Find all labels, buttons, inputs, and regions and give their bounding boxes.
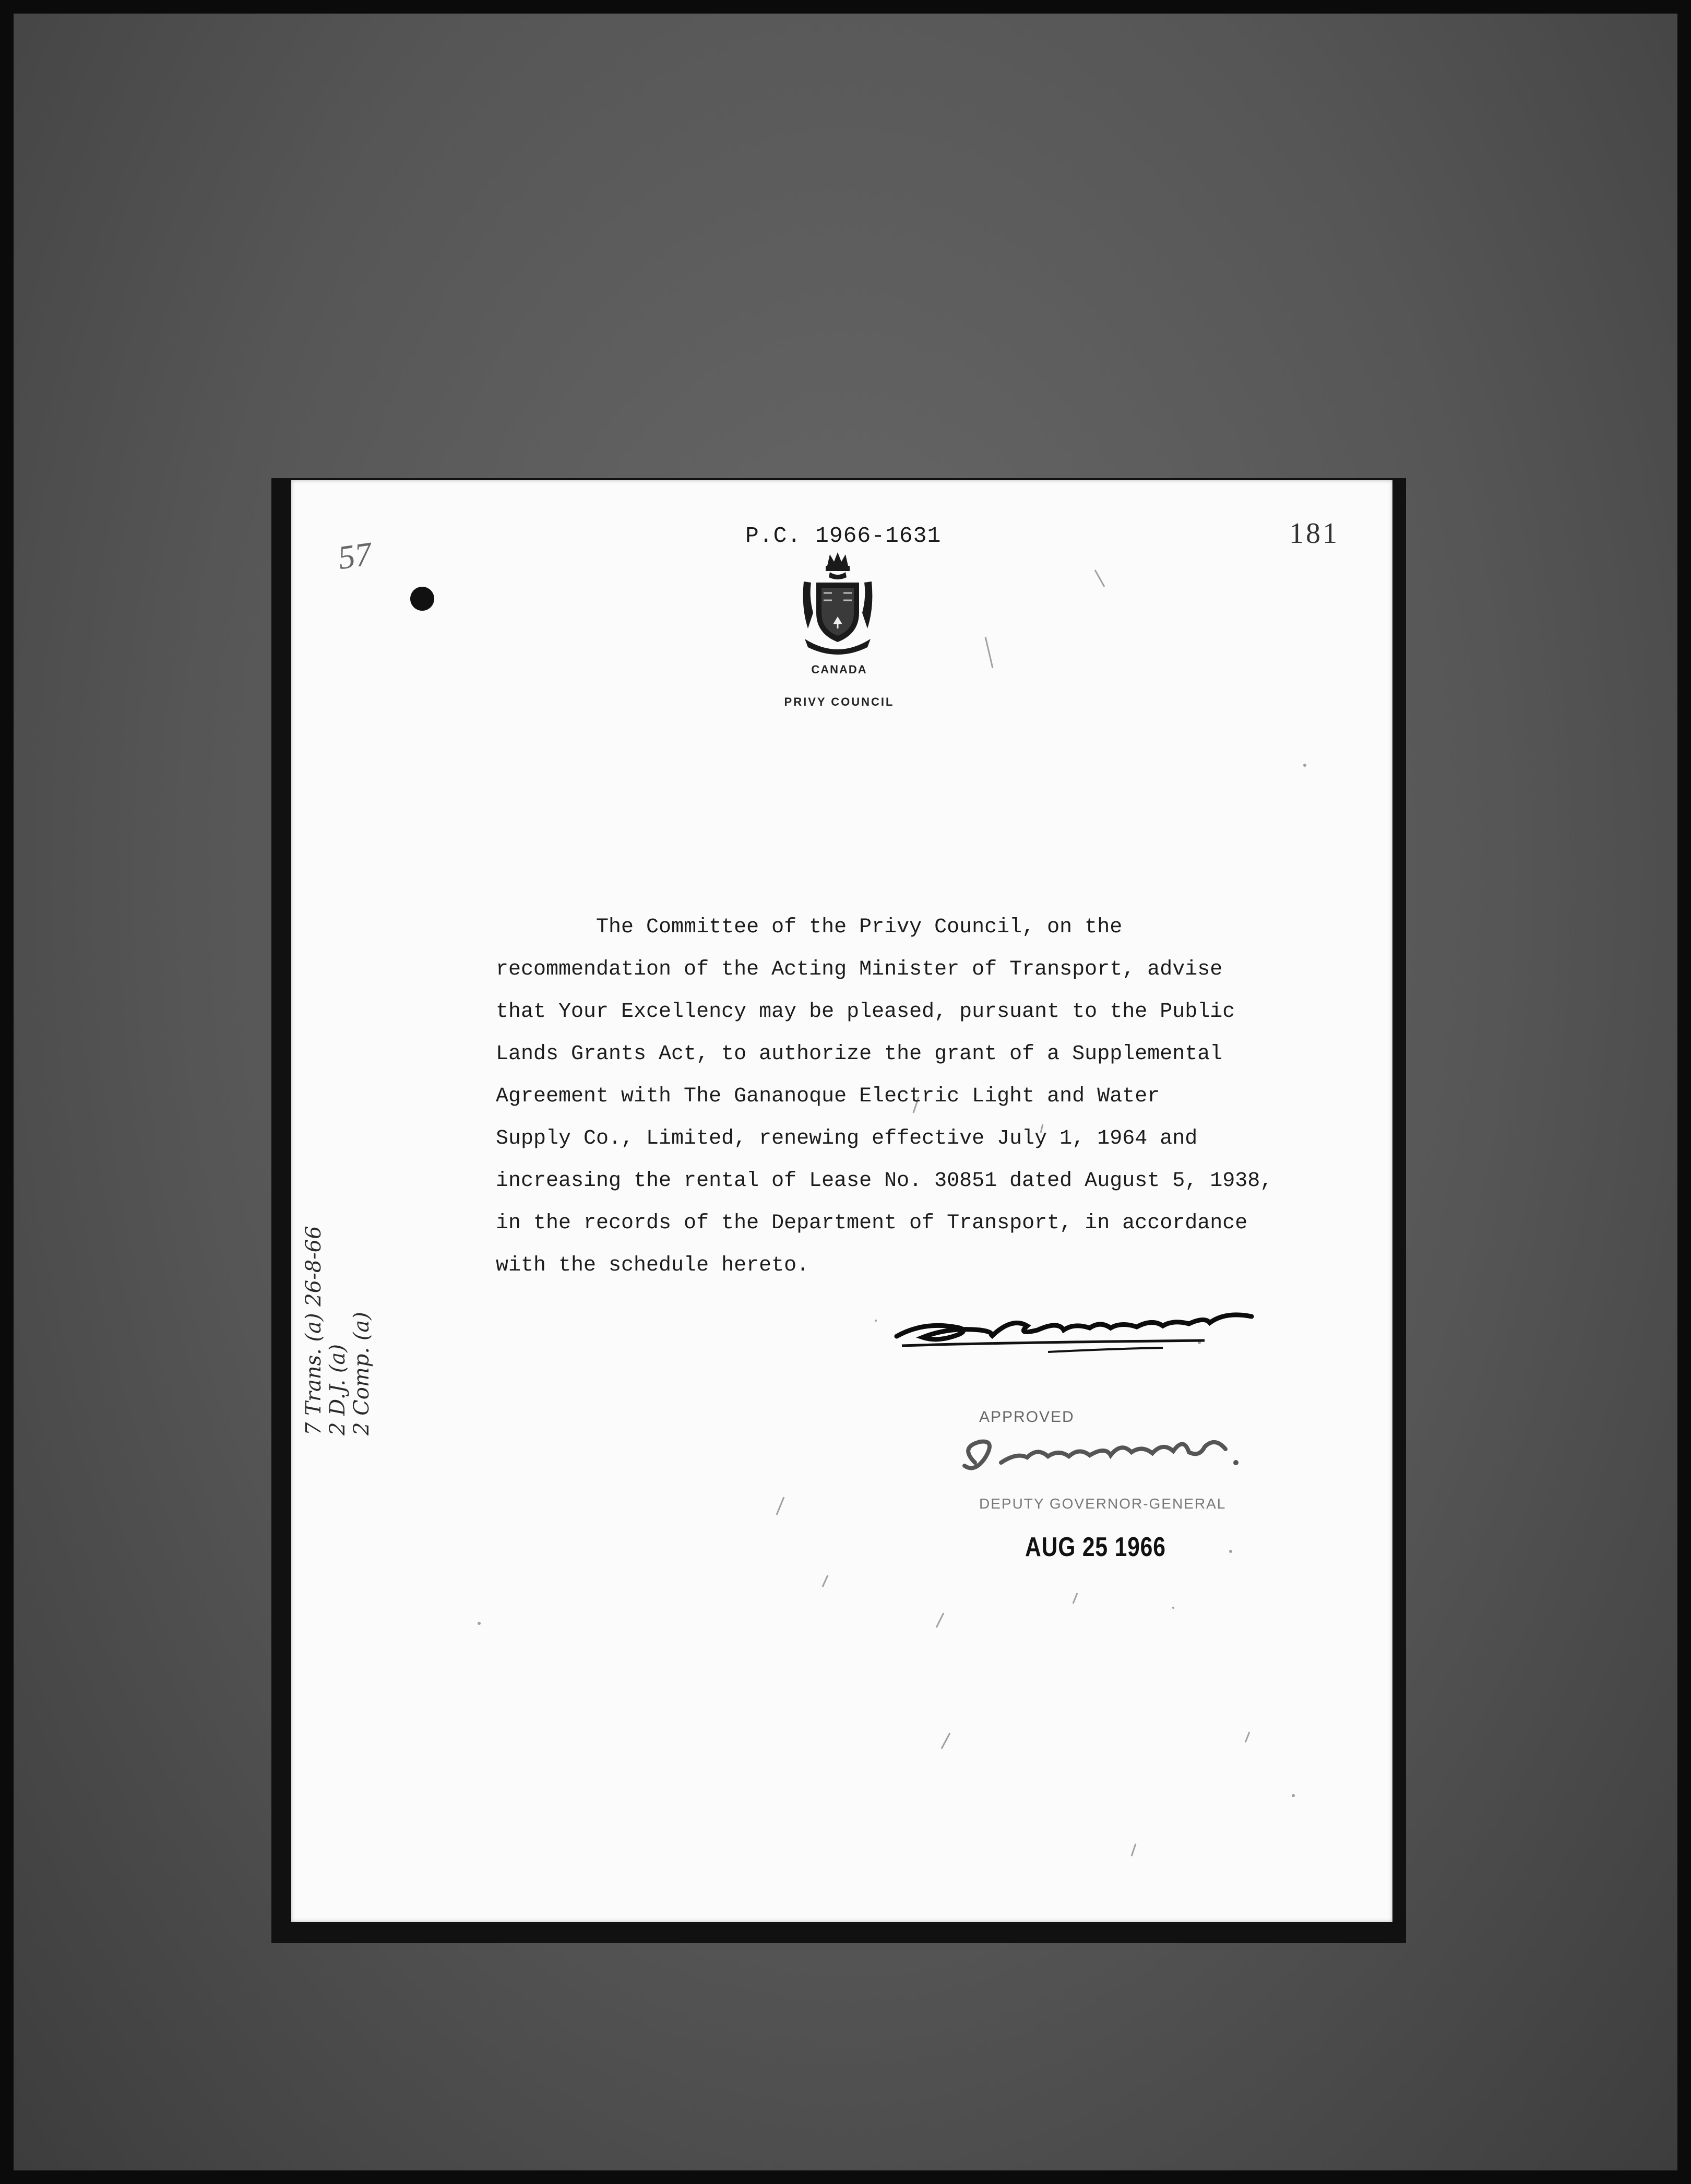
deputy-signature xyxy=(954,1426,1246,1483)
order-number: P.C. 1966-1631 xyxy=(745,523,942,549)
document-page xyxy=(291,480,1392,1922)
deputy-title: DEPUTY GOVERNOR-GENERAL xyxy=(979,1495,1226,1512)
canada-coat-of-arms-icon xyxy=(799,550,877,662)
clerk-signature xyxy=(891,1296,1257,1358)
distribution-line: 2 D.J. (a) xyxy=(326,1344,350,1435)
approval-date-stamp: AUG 25 1966 xyxy=(1025,1532,1166,1562)
folio-number: 181 xyxy=(1289,517,1339,550)
order-body xyxy=(496,906,1352,1287)
body-line: Supply Co., Limited, renewing effective July 1, 1964 and xyxy=(496,1127,1198,1150)
council-label: PRIVY COUNCIL xyxy=(784,695,895,708)
distribution-line: 7 Trans. (a) 26-8-66 xyxy=(302,1226,326,1435)
body-line: The Committee of the Privy Council, on the xyxy=(496,916,1123,939)
country-label: CANADA xyxy=(811,663,867,676)
margin-annotation: 57 xyxy=(336,535,374,577)
punch-hole xyxy=(410,587,434,611)
distribution-note xyxy=(302,1081,374,1435)
body-line: recommendation of the Acting Minister of Transport, advise xyxy=(496,958,1223,981)
distribution-line: 2 Comp. (a) xyxy=(350,1312,374,1435)
body-line: in the records of the Department of Transport, in accordance xyxy=(496,1212,1248,1235)
body-line: increasing the rental of Lease No. 30851 dated August 5, 1938, xyxy=(496,1169,1273,1193)
body-line: with the schedule hereto. xyxy=(496,1254,809,1277)
body-line: that Your Excellency may be pleased, pursuant to the Public xyxy=(496,1000,1235,1024)
body-line: Agreement with The Gananoque Electric Light and Water xyxy=(496,1085,1160,1108)
body-line: Lands Grants Act, to authorize the grant of a Supplemental xyxy=(496,1042,1223,1066)
approved-stamp: APPROVED xyxy=(979,1408,1075,1426)
